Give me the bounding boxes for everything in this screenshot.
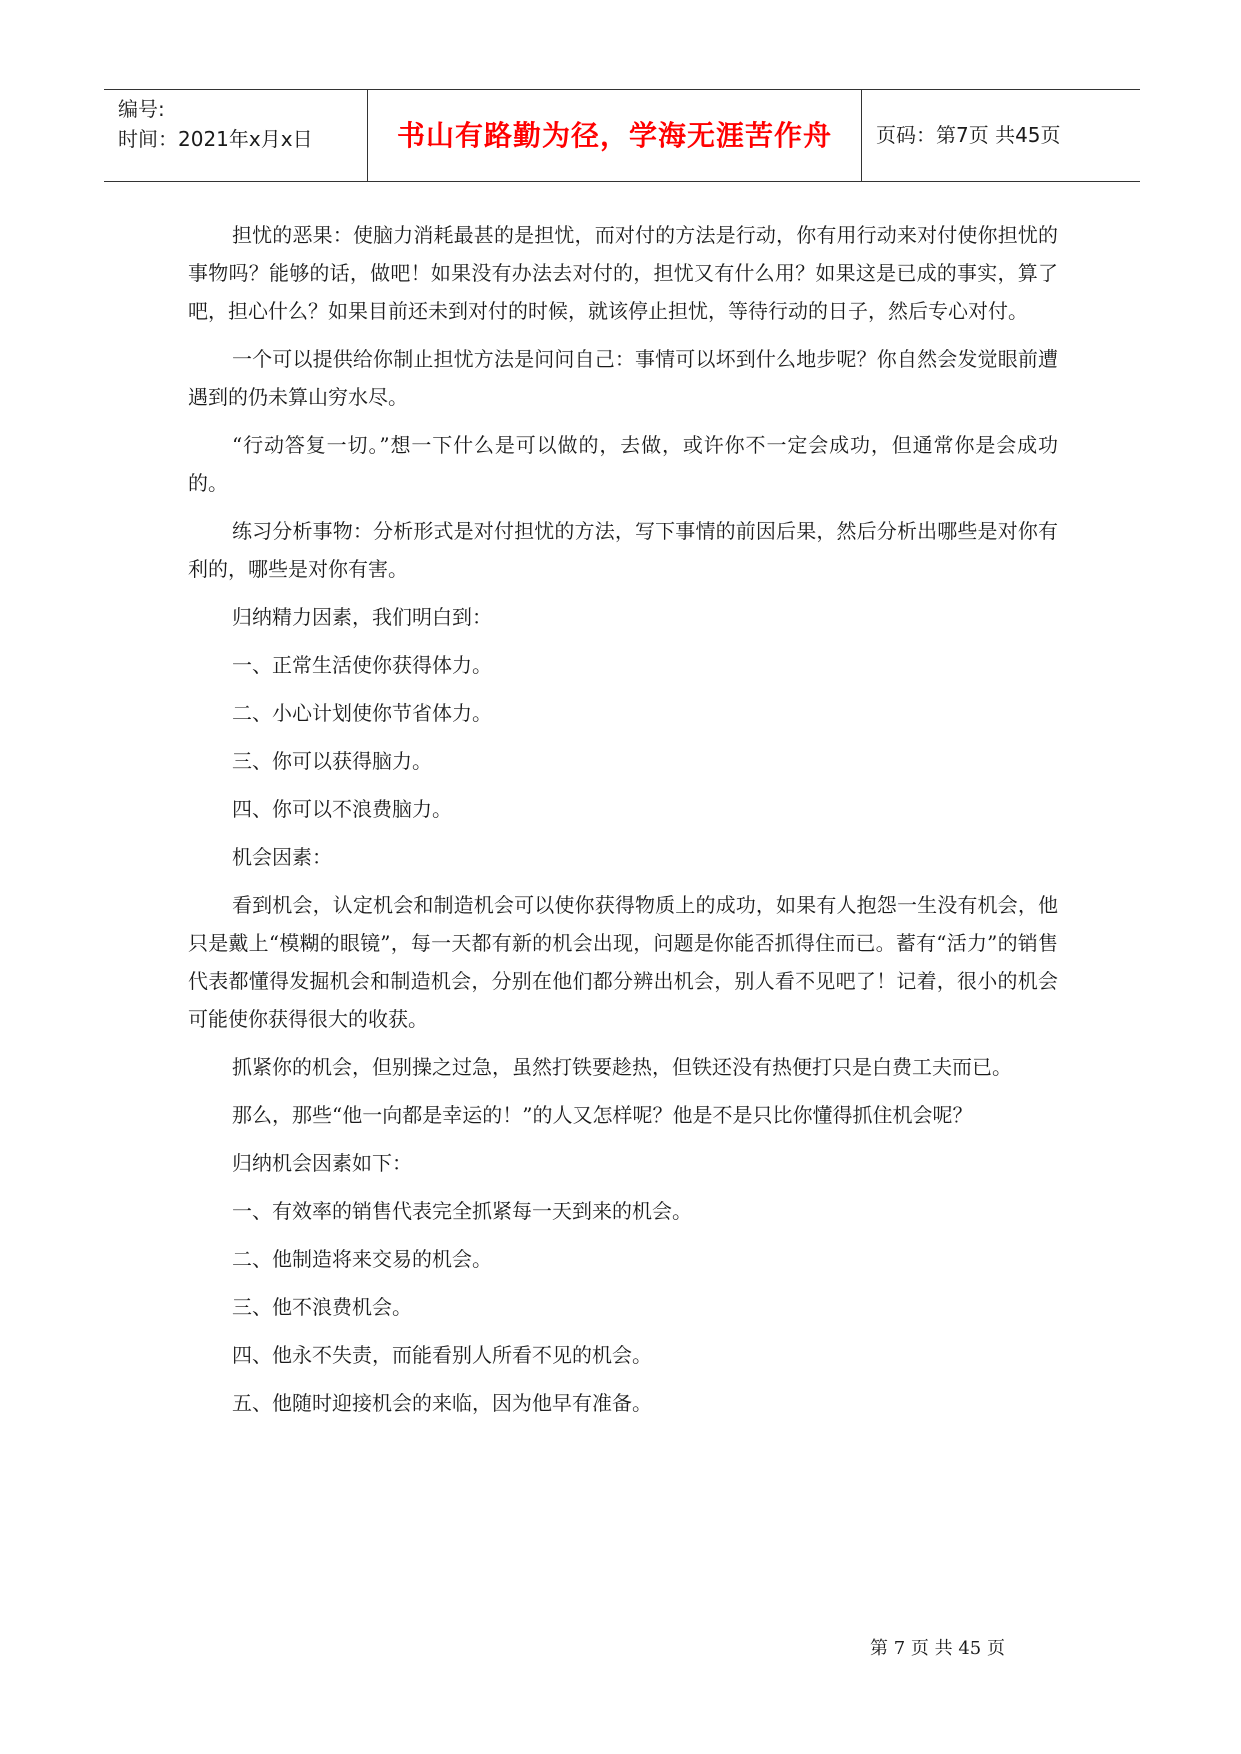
paragraph: 担忧的恶果：使脑力消耗最甚的是担忧，而对付的方法是行动，你有用行动来对付使你担忧的事物吗？能够的话，做吧！如果没有办法去对付的，担忧又有什么用？如果这是已成的事实，算了吧，担心什么？如果目前还未到对付的时候，就该停止担忧，等待行动的日子，然后专心对付。 bbox=[188, 223, 1058, 323]
header-page-info-cell bbox=[862, 90, 1140, 181]
page-header bbox=[104, 89, 1140, 182]
paragraph: 归纳机会因素如下： bbox=[232, 1151, 412, 1175]
document-time-label: 时间：2021年x月x日 bbox=[118, 127, 313, 151]
list-item: 四、他永不失责，而能看别人所看不见的机会。 bbox=[232, 1343, 652, 1367]
document-number-label: 编号: bbox=[118, 97, 165, 121]
list-item: 一、有效率的销售代表完全抓紧每一天到来的机会。 bbox=[232, 1199, 692, 1223]
footer-page-number: 第 7 页 共 45 页 bbox=[870, 1638, 1005, 1659]
section-heading: 机会因素： bbox=[232, 845, 332, 869]
list-item: 四、你可以不浪费脑力。 bbox=[232, 797, 452, 821]
header-motto-cell bbox=[368, 90, 862, 181]
list-item: 二、小心计划使你节省体力。 bbox=[232, 701, 492, 725]
header-page-info: 页码：第7页 共45页 bbox=[876, 123, 1061, 147]
paragraph: 抓紧你的机会，但别操之过急，虽然打铁要趁热，但铁还没有热便打只是白费工夫而已。 bbox=[232, 1055, 1012, 1079]
header-motto: 书山有路勤为径，学海无涯苦作舟 bbox=[396, 118, 832, 152]
header-meta bbox=[104, 90, 368, 181]
paragraph: 归纳精力因素，我们明白到： bbox=[232, 605, 492, 629]
list-item: 三、他不浪费机会。 bbox=[232, 1295, 412, 1319]
paragraph: 练习分析事物：分析形式是对付担忧的方法，写下事情的前因后果，然后分析出哪些是对你有利的，哪些是对你有害。 bbox=[188, 519, 1058, 581]
document-body bbox=[188, 216, 1058, 1432]
paragraph: 那么，那些“他一向都是幸运的！”的人又怎样呢？他是不是只比你懂得抓住机会呢？ bbox=[232, 1103, 973, 1127]
list-item: 一、正常生活使你获得体力。 bbox=[232, 653, 492, 677]
paragraph: 看到机会，认定机会和制造机会可以使你获得物质上的成功，如果有人抱怨一生没有机会，他只是戴上“模糊的眼镜”，每一天都有新的机会出现，问题是你能否抓得住而已。蓄有“活力”的销售代表都懂得发掘机会和制造机会，分别在他们都分辨出机会，别人看不见吧了！记着，很小的机会可能使你获得很大的收获。 bbox=[188, 893, 1058, 1031]
list-item: 五、他随时迎接机会的来临，因为他早有准备。 bbox=[232, 1391, 652, 1415]
paragraph: “行动答复一切。”想一下什么是可以做的，去做，或许你不一定会成功，但通常你是会成功的。 bbox=[188, 433, 1058, 495]
paragraph: 一个可以提供给你制止担忧方法是问问自己：事情可以坏到什么地步呢？你自然会发觉眼前遭遇到的仍未算山穷水尽。 bbox=[188, 347, 1058, 409]
list-item: 三、你可以获得脑力。 bbox=[232, 749, 432, 773]
list-item: 二、他制造将来交易的机会。 bbox=[232, 1247, 492, 1271]
page-footer bbox=[870, 1634, 1005, 1660]
